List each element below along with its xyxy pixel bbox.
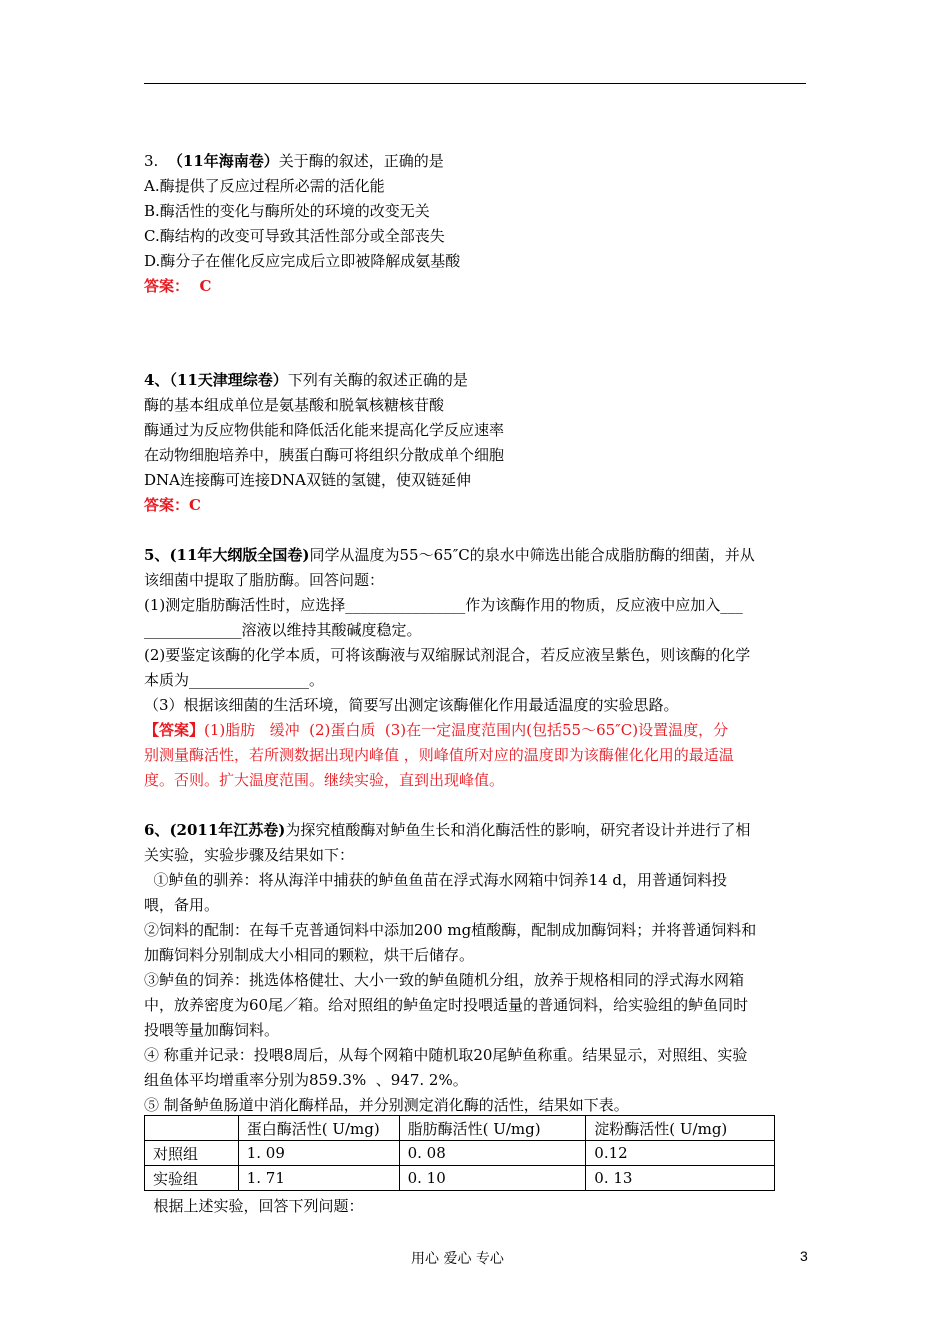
q5-line: (1)测定脂肪酶活性时，应选择________________作为该酶作用的物质，反应液中应加入___ bbox=[144, 596, 743, 614]
q6-line: ①鲈鱼的驯养：将从海洋中捕获的鲈鱼鱼苗在浮式海水网箱中饲养14 d，用普通饲料投 bbox=[144, 871, 727, 889]
q6-stem: 6、(2011年江苏卷)为探究植酸酶对鲈鱼生长和消化酶活性的影响，研究者设计并进行了相 bbox=[144, 821, 751, 839]
table-header-cell bbox=[145, 1116, 239, 1141]
q5-line: 该细菌中提取了脂肪酶。回答问题： bbox=[144, 571, 385, 589]
q4-answer: 答案：C bbox=[144, 496, 201, 514]
q6-line: ③鲈鱼的饲养：挑选体格健壮、大小一致的鲈鱼随机分组，放养于规格相同的浮式海水网箱 bbox=[144, 971, 745, 989]
table-header-cell: 脂肪酶活性( U/mg) bbox=[399, 1116, 586, 1141]
table-cell: 1. 09 bbox=[238, 1141, 399, 1166]
q4-option-1: 酶的基本组成单位是氨基酸和脱氧核糖核苷酸 bbox=[144, 396, 445, 414]
q3-option-b: B.酶活性的变化与酶所处的环境的改变无关 bbox=[144, 202, 430, 220]
q6-line: 投喂等量加酶饲料。 bbox=[144, 1021, 280, 1039]
table-cell: 0. 13 bbox=[586, 1166, 775, 1191]
q3-stem: 3. （11年海南卷）关于酶的叙述，正确的是 bbox=[144, 152, 444, 170]
table-row bbox=[145, 1166, 775, 1191]
q6-line: ④ 称重并记录：投喂8周后，从每个网箱中随机取20尾鲈鱼称重。结果显示，对照组、实验 bbox=[144, 1046, 748, 1064]
page-number: 3 bbox=[800, 1248, 808, 1264]
q5-line: (2)要鉴定该酶的化学本质，可将该酶液与双缩脲试剂混合，若反应液呈紫色，则该酶的化学 bbox=[144, 646, 751, 664]
q6-line: 喂，备用。 bbox=[144, 896, 220, 914]
q5-line: （3）根据该细菌的生活环境，简要写出测定该酶催化作用最适温度的实验思路。 bbox=[144, 696, 679, 714]
enzyme-activity-table bbox=[144, 1115, 775, 1191]
table-header-row bbox=[145, 1116, 775, 1141]
q6-after-table: 根据上述实验，回答下列问题： bbox=[144, 1197, 364, 1215]
table-cell: 0. 08 bbox=[399, 1141, 586, 1166]
q6-line: ⑤ 制备鲈鱼肠道中消化酶样品，并分别测定消化酶的活性，结果如下表。 bbox=[144, 1096, 629, 1114]
q5-stem: 5、(11年大纲版全国卷)同学从温度为55～65″C的泉水中筛选出能合成脂肪酶的细菌，并从 bbox=[144, 546, 755, 564]
table-cell: 对照组 bbox=[145, 1141, 239, 1166]
table-row bbox=[145, 1141, 775, 1166]
q6-line: 组鱼体平均增重率分别为859.3% 、947. 2%。 bbox=[144, 1071, 468, 1089]
q6-line: 关实验，实验步骤及结果如下： bbox=[144, 846, 355, 864]
q6-line: 中，放养密度为60尾／箱。给对照组的鲈鱼定时投喂适量的普通饲料，给实验组的鲈鱼同时 bbox=[144, 996, 749, 1014]
q5-line: _____________溶液以维持其酸碱度稳定。 bbox=[144, 621, 422, 639]
table-cell: 0.12 bbox=[586, 1141, 775, 1166]
q5-line: 本质为________________。 bbox=[144, 671, 325, 689]
table-cell: 0. 10 bbox=[399, 1166, 586, 1191]
table-cell: 1. 71 bbox=[238, 1166, 399, 1191]
q5-answer-line: 别测量酶活性，若所测数据出现内峰值 ，则峰值所对应的温度即为该酶催化化用的最适温 bbox=[144, 746, 734, 764]
table-header-cell: 蛋白酶活性( U/mg) bbox=[238, 1116, 399, 1141]
q3-answer: 答案： C bbox=[144, 277, 212, 295]
q3-option-c: C.酶结构的改变可导致其活性部分或全部丧失 bbox=[144, 227, 445, 245]
q5-answer-line: 度。否则。扩大温度范围。继续实验，直到出现峰值。 bbox=[144, 771, 505, 789]
q6-line: ②饲料的配制：在每千克普通饲料中添加200 mg植酸酶，配制成加酶饲料；并将普通饲料和 bbox=[144, 921, 757, 939]
q5-answer: 【答案】(1)脂肪 缓冲 (2)蛋白质 (3)在一定温度范围内(包括55～65″C)设置温度，分 bbox=[144, 721, 729, 739]
q4-option-4: DNA连接酶可连接DNA双链的氢键，使双链延伸 bbox=[144, 471, 471, 489]
q4-option-2: 酶通过为反应物供能和降低活化能来提高化学反应速率 bbox=[144, 421, 505, 439]
q4-option-3: 在动物细胞培养中，胰蛋白酶可将组织分散成单个细胞 bbox=[144, 446, 505, 464]
q4-stem: 4、（11天津理综卷）下列有关酶的叙述正确的是 bbox=[144, 371, 468, 389]
table-cell: 实验组 bbox=[145, 1166, 239, 1191]
header-rule bbox=[144, 83, 806, 84]
q3-option-a: A.酶提供了反应过程所必需的活化能 bbox=[144, 177, 385, 195]
q6-line: 加酶饲料分别制成大小相同的颗粒，烘干后储存。 bbox=[144, 946, 475, 964]
q3-option-d: D.酶分子在催化反应完成后立即被降解成氨基酸 bbox=[144, 252, 461, 270]
page-footer: 用心 爱心 专心 bbox=[411, 1251, 504, 1267]
table-header-cell: 淀粉酶活性( U/mg) bbox=[586, 1116, 775, 1141]
